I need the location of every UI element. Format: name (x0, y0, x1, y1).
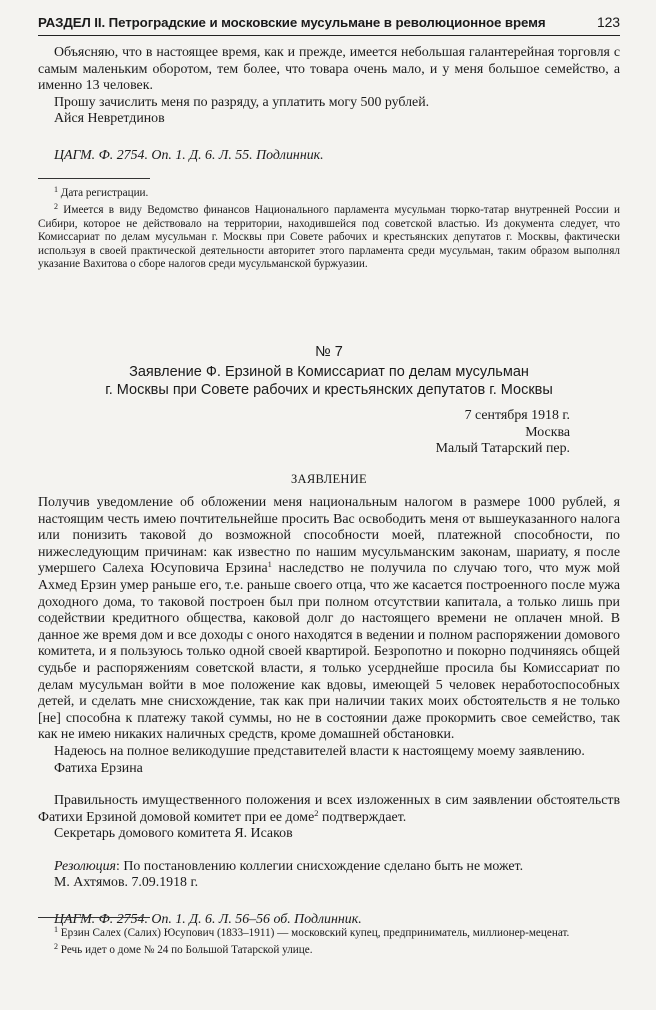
paragraph: Прошу зачислить меня по разряду, а уплатить могу 500 рублей. (54, 94, 430, 110)
section-title: РАЗДЕЛ II. Петроградские и московские мусульмане в революционное время (38, 15, 546, 30)
footnotes-bottom (38, 917, 620, 958)
header-rule (38, 35, 620, 36)
archive-reference: ЦАГМ. Ф. 2754. Оп. 1. Д. 6. Л. 55. Подлинник. (54, 147, 324, 163)
signature: Айся Невретдинов (54, 111, 165, 127)
footnote-1: $^1$ Ерзин Салех (Салих) Юсупович (1833–1911) — московский купец, предприниматель, миллионер-меценат. (54, 925, 570, 939)
document-title-line-1: Заявление Ф. Ерзиной в Комиссариат по делам мусульман (129, 364, 529, 380)
document-date: 7 сентября 1918 г. (464, 408, 570, 423)
footnote-rule (38, 917, 150, 918)
paragraph: Надеюсь на полное великодушие представителей власти к настоящему моему заявлению. (54, 743, 585, 759)
statement-heading: ЗАЯВЛЕНИЕ (291, 472, 367, 486)
document-title-line-2: г. Москвы при Совете рабочих и крестьянских депутатов г. Москвы (105, 382, 553, 398)
document-city: Москва (525, 424, 570, 440)
archive-reference: ЦАГМ. Ф. 2754. Оп. 1. Д. 6. Л. 56–56 об. Подлинник. (54, 912, 362, 928)
secretary-signature: Секретарь домового комитета Я. Исаков (54, 826, 293, 842)
statement-body (38, 495, 620, 929)
document-dateline (38, 408, 620, 458)
footnote-ref-1: 1 (267, 559, 272, 570)
footnote-rule (38, 178, 150, 179)
paragraph: Объясняю, что в настоящее время, как и прежде, имеется небольшая галантерейная торговля с самым маленьким оборотом, тем более, что товара очень мало, и у меня большое семейство, а именно 13 человек. (38, 45, 620, 94)
signature: Фатиха Ерзина (54, 760, 143, 776)
footnote-2: $^2$ Речь идет о доме № 24 по Большой Татарской улице. (54, 942, 313, 957)
previous-document-tail (38, 45, 620, 165)
resolution-signature: М. Ахтямов. 7.09.1918 г. (54, 875, 199, 891)
statement-heading-wrap (38, 472, 620, 487)
confirmation-paragraph: Правильность имущественного положения и всех изложенных в сим заявлении обстоятельств Фатихи Ерзиной домовой комитет при ее доме$^2$ подтверждает. (38, 793, 620, 825)
footnotes-top (38, 178, 620, 271)
running-header (38, 14, 620, 30)
footnote-ref-2: 2 (314, 807, 319, 818)
page-number: 123 (596, 14, 620, 30)
footnote-2: $^2$ Имеется в виду Ведомство финансов Национального парламента мусульман тюрко-татар внутренней России и Сибири, которое не действовало на территории, находившейся под советской властью. Из документа следует, что Комиссариат по делам мусульман г. Москвы при Совете рабочих и крестьянских депутатов г. Москвы, фактически используя в своей практической деятельности авторитет этого парламента среди мусульман, таким образом выполнял указание Вахитова о сборе налогов среди мусульманской буржуазии. (38, 202, 621, 271)
statement-paragraph: Получив уведомление об обложении меня национальным налогом в размере 1000 рублей, я настоящим честь имею почтительнейше просить Вас освободить меня от вышеуказанного налога или понизить таковой до возможной способности моей, платежной способности, по нижеследующим причинам: как известно по нашим мусульманским законам, шариату, я после умершего Салеха Юсуповича Ерзина$^1$ наследство не получила по случаю того, что муж мой Ахмед Ерзин умер раньше его, т.е. раньше своего отца, что же касается построенного после мужа доходного дома, то таковой построен был при полном отсутствии капитала, а только лишь при содействии кредитного общества, каковой долг до настоящего времени не оплачен мной. В данное же время дом и все доходы с оного находятся в ведении и полном распоряжении домового комитета, и я пользуюсь только одной своей квартирой. Безропотно и покорно подчиняясь общей судьбе и распоряжениям советской власти, я только усерднейше просила бы Комиссариат по делам мусульман войти в мое положение как вдовы, имеющей 5 человек неработоспособных детей, и сделать мне снисхождение, так как при наличии таких моих обстоятельств я не только [не] способна к платежу такой суммы, но не в состоянии даже прокормить свое семейство, так как не имею никаких наличных средств, кроме домашней обстановки. (38, 495, 620, 743)
footnote-1: $^1$ Дата регистрации. (54, 185, 149, 199)
document-number: № 7 (315, 344, 343, 360)
resolution: Резолюция: По постановлению коллегии снисхождение сделано быть не может. (54, 858, 524, 874)
document-header (38, 344, 620, 399)
document-street: Малый Татарский пер. (435, 441, 570, 457)
